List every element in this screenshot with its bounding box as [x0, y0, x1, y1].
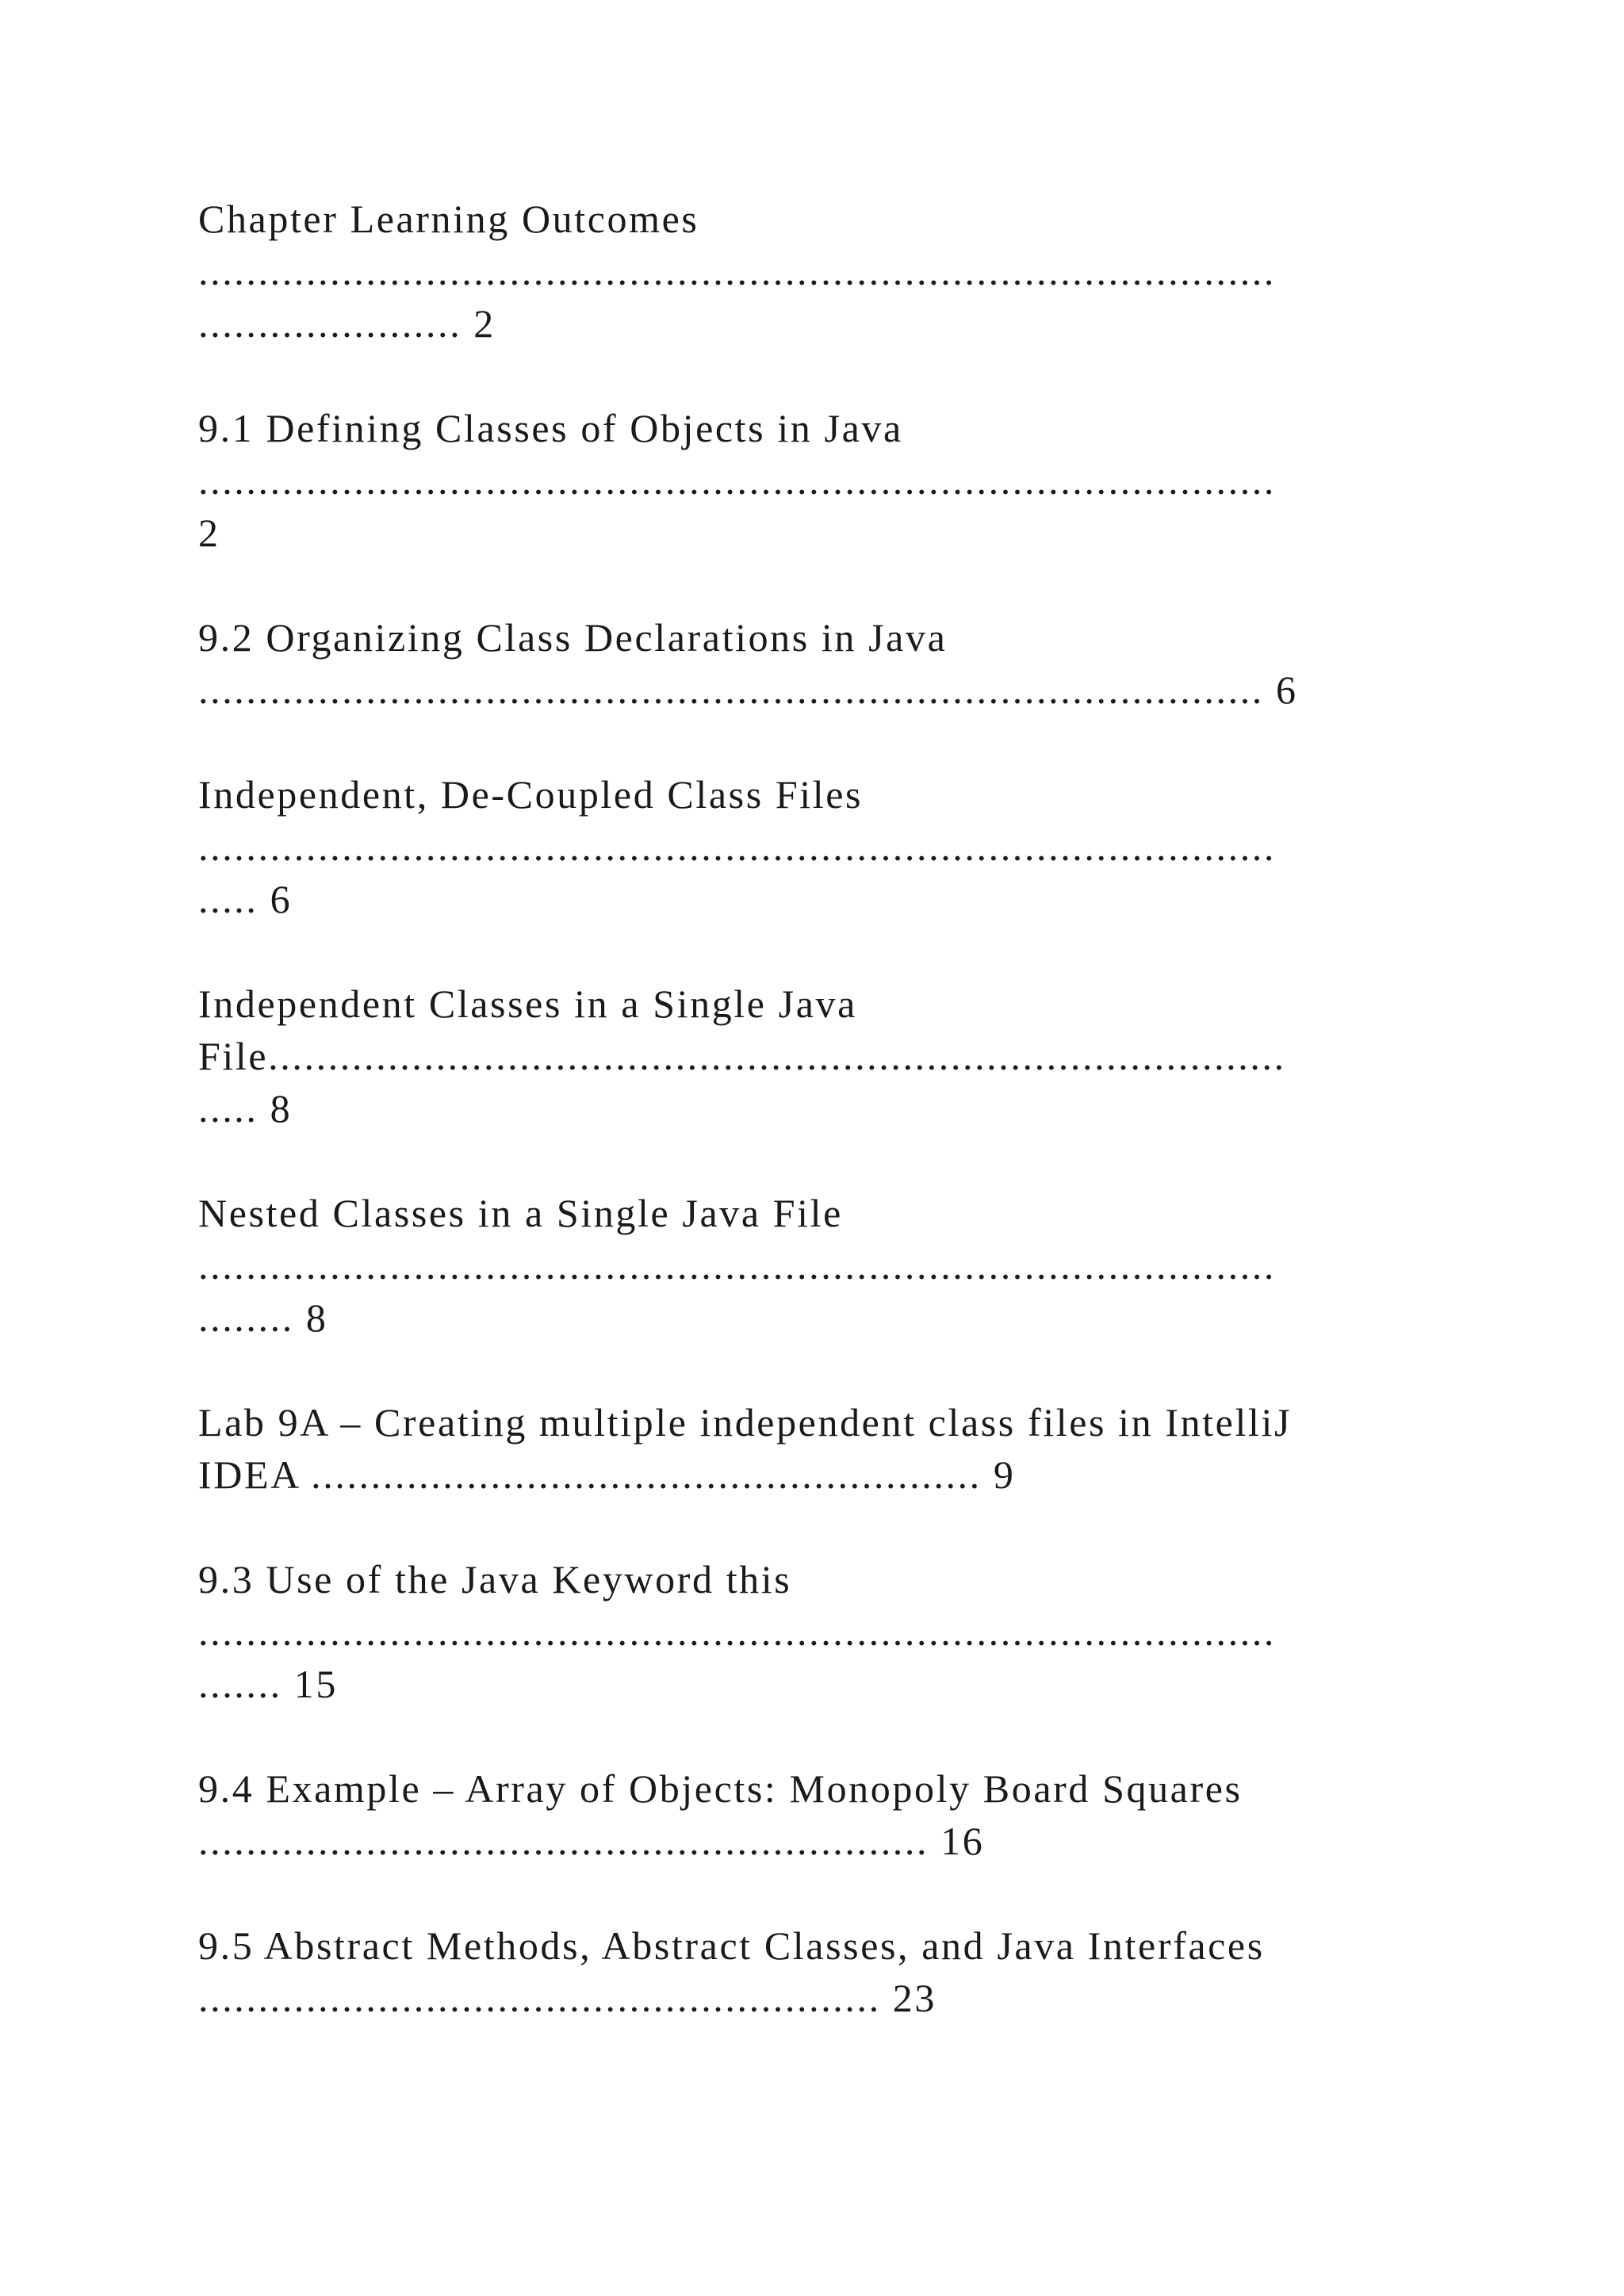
toc-entry-title: Chapter Learning Outcomes [198, 197, 699, 241]
toc-entry-page: 2 [198, 511, 220, 555]
toc-entry-decoupled-class-files[interactable] [198, 768, 1435, 925]
toc-entry-9-4[interactable] [198, 1762, 1435, 1867]
toc-entry-page: ...................... 2 [198, 301, 496, 346]
toc-entry-title: Independent, De-Coupled Class Files [198, 772, 864, 817]
toc-entry-9-1[interactable] [198, 402, 1435, 559]
toc-entry-9-2[interactable] [198, 611, 1435, 716]
toc-entry-title: 9.5 Abstract Methods, Abstract Classes, and Java Interfaces [198, 1923, 1265, 1968]
toc-entry-title: 9.1 Defining Classes of Objects in Java [198, 406, 903, 450]
toc-entry-page: ..... 6 [198, 877, 293, 921]
toc-entry-title: 9.4 Example – Array of Objects: Monopoly Board Squares [198, 1766, 1243, 1811]
toc-entry-title: Nested Classes in a Single Java File [198, 1191, 843, 1235]
toc-entry-leader: .......................................................................................... [198, 1609, 1276, 1654]
toc-entry-leader: .......................................................................................... [198, 1243, 1276, 1288]
toc-entry-page: ....... 15 [198, 1662, 338, 1706]
toc-entry-title: Independent Classes in a Single Java [198, 982, 857, 1026]
toc-entry-leader: ......................................................................................... 6 [198, 668, 1298, 712]
toc-entry-title: Lab 9A – Creating multiple independent class files in IntelliJ [198, 1400, 1292, 1445]
toc-entry-leader: IDEA ........................................................ 9 [198, 1452, 1016, 1497]
toc-entry-nested-classes[interactable] [198, 1187, 1435, 1344]
toc-entry-9-5[interactable] [198, 1919, 1435, 2024]
toc-entry-leader: File..................................................................................... [198, 1034, 1286, 1078]
toc-entry-leader: .......................................................................................... [198, 825, 1276, 869]
toc-entry-9-3[interactable] [198, 1553, 1435, 1710]
toc-entry-lab-9a[interactable] [198, 1396, 1435, 1501]
toc-entry-leader: ......................................................... 23 [198, 1976, 936, 2020]
toc-entry-leader: .......................................................................................... [198, 458, 1276, 503]
toc-entry-leader: .......................................................................................... [198, 249, 1276, 293]
toc-entry-leader: ............................................................. 16 [198, 1819, 985, 1863]
toc-entry-title: 9.2 Organizing Class Declarations in Java [198, 615, 948, 660]
toc-entry-independent-classes-single-file[interactable] [198, 978, 1435, 1135]
toc-entry-chapter-learning-outcomes[interactable] [198, 193, 1435, 350]
toc-entry-page: ........ 8 [198, 1295, 328, 1340]
toc-entry-page: ..... 8 [198, 1086, 293, 1131]
toc-entry-title: 9.3 Use of the Java Keyword this [198, 1557, 792, 1601]
table-of-contents [198, 193, 1435, 2076]
